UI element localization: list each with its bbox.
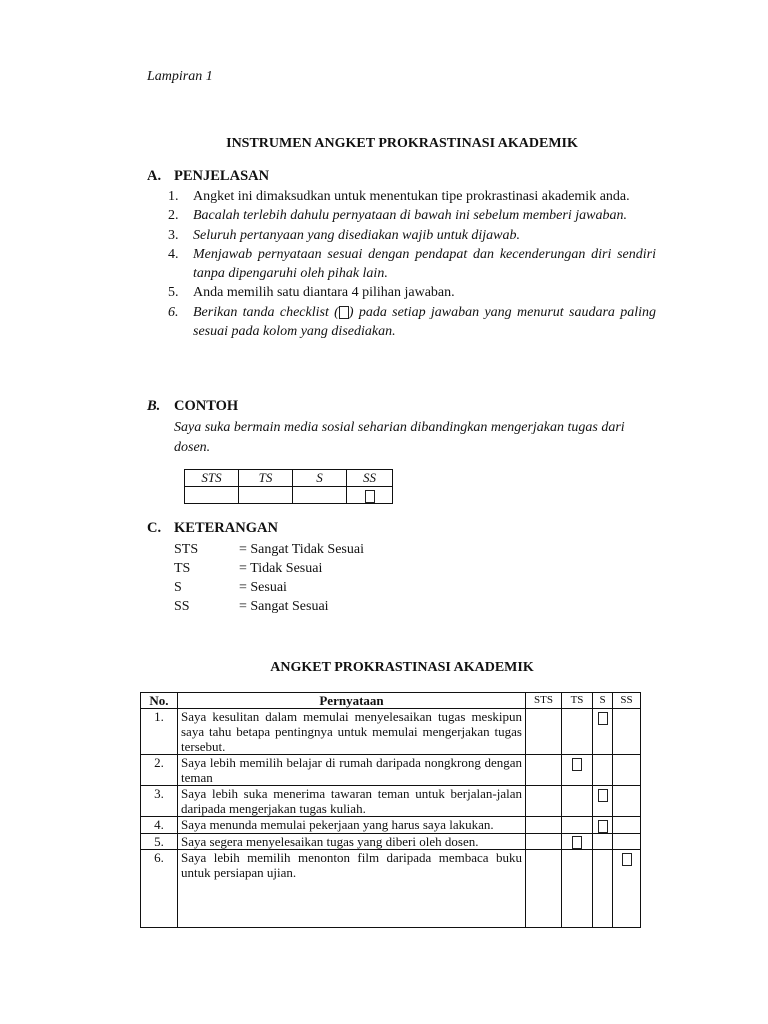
cell-ss <box>613 755 641 786</box>
cell-sts <box>526 755 562 786</box>
keterangan-list <box>174 540 364 616</box>
angket-title: ANGKET PROKRASTINASI AKADEMIK <box>270 660 534 675</box>
keterangan-key: S <box>174 580 182 595</box>
table-row <box>141 786 641 817</box>
contoh-table <box>184 469 393 504</box>
checkbox-glyph-icon <box>598 789 608 802</box>
cell-ss <box>613 833 641 850</box>
row-statement: Saya kesulitan dalam memulai menyelesaikan tugas meskipun saya tahu betapa pentingnya untuk memulai mengerjakan tugas tersebut. <box>178 709 526 755</box>
row-number: 6. <box>141 850 178 928</box>
contoh-text: Saya suka bermain media sosial seharian dibandingkan mengerjakan tugas dari dosen. <box>174 420 625 455</box>
checkbox-glyph-icon <box>622 853 632 866</box>
penjelasan-list <box>168 187 656 341</box>
contoh-header-sts: STS <box>185 470 239 487</box>
list-item-text: Bacalah terlebih dahulu pernyataan di bawah ini sebelum memberi jawaban. <box>193 208 627 224</box>
table-row <box>141 709 641 755</box>
keterangan-row <box>174 540 364 559</box>
angket-table <box>140 692 641 928</box>
list-item-text: Seluruh pertanyaan yang disediakan wajib untuk dijawab. <box>193 227 521 243</box>
section-c-title: KETERANGAN <box>174 520 278 536</box>
list-item-text-before: Berikan tanda checklist ( <box>193 304 339 320</box>
angket-header-row <box>141 693 641 709</box>
cell-s <box>593 817 613 834</box>
section-a-letter: A. <box>147 168 162 184</box>
checkbox-glyph-icon <box>572 758 582 771</box>
list-item <box>168 283 656 302</box>
list-item-number: 1. <box>168 189 179 204</box>
list-item-text-after: ) pada setiap jawaban yang menurut saudara paling sesuai pada kolom yang disediakan. <box>193 304 656 340</box>
list-item-text: Angket ini dimaksudkan untuk menentukan tipe prokrastinasi akademik anda. <box>193 189 630 204</box>
cell-sts <box>526 709 562 755</box>
cell-sts <box>526 850 562 928</box>
cell-ss <box>613 786 641 817</box>
contoh-answer-s <box>293 487 347 504</box>
keterangan-value: = Tidak Sesuai <box>239 561 323 576</box>
contoh-answer-sts <box>185 487 239 504</box>
table-row <box>141 817 641 834</box>
keterangan-key: TS <box>174 561 191 576</box>
checkbox-glyph-icon <box>365 490 375 503</box>
section-c-letter: C. <box>147 520 162 536</box>
cell-sts <box>526 786 562 817</box>
header-statement: Pernyataan <box>178 693 526 709</box>
cell-ss <box>613 850 641 928</box>
cell-s <box>593 786 613 817</box>
cell-ts <box>562 850 593 928</box>
row-number: 2. <box>141 755 178 786</box>
list-item-number: 2. <box>168 208 179 224</box>
row-number: 4. <box>141 817 178 834</box>
list-item <box>168 226 656 245</box>
contoh-header-row <box>185 470 393 487</box>
checkbox-glyph-icon <box>339 306 349 319</box>
list-item <box>168 187 656 206</box>
cell-s <box>593 709 613 755</box>
cell-ss <box>613 817 641 834</box>
table-row <box>141 755 641 786</box>
header-no: No. <box>141 693 178 709</box>
lampiran-label: Lampiran 1 <box>147 69 213 84</box>
keterangan-key: STS <box>174 542 199 557</box>
table-row <box>141 850 641 928</box>
contoh-header-s: S <box>293 470 347 487</box>
cell-ss <box>613 709 641 755</box>
keterangan-row <box>174 578 364 597</box>
contoh-header-ss: SS <box>347 470 393 487</box>
cell-sts <box>526 817 562 834</box>
row-statement: Saya lebih memilih menonton film daripada membaca buku untuk persiapan ujian. <box>178 850 526 928</box>
contoh-answer-row <box>185 487 393 504</box>
checkbox-glyph-icon <box>572 836 582 849</box>
keterangan-key: SS <box>174 599 190 614</box>
contoh-header-ts: TS <box>239 470 293 487</box>
header-s: S <box>593 693 613 709</box>
list-item-number: 3. <box>168 227 179 243</box>
cell-sts <box>526 833 562 850</box>
list-item <box>168 245 656 284</box>
cell-ts <box>562 755 593 786</box>
header-sts: STS <box>526 693 562 709</box>
checkbox-glyph-icon <box>598 820 608 833</box>
cell-s <box>593 833 613 850</box>
list-item-text: Anda memilih satu diantara 4 pilihan jawaban. <box>193 285 455 301</box>
cell-ts <box>562 817 593 834</box>
row-number: 1. <box>141 709 178 755</box>
row-statement: Saya lebih suka menerima tawaran teman untuk berjalan-jalan daripada mengerjakan tugas kuliah. <box>178 786 526 817</box>
section-b-title: CONTOH <box>174 398 239 414</box>
document-title: INSTRUMEN ANGKET PROKRASTINASI AKADEMIK <box>226 136 578 151</box>
header-ss: SS <box>613 693 641 709</box>
cell-ts <box>562 709 593 755</box>
contoh-answer-ts <box>239 487 293 504</box>
cell-s <box>593 850 613 928</box>
cell-ts <box>562 786 593 817</box>
cell-s <box>593 755 613 786</box>
keterangan-row <box>174 559 364 578</box>
row-statement: Saya menunda memulai pekerjaan yang harus saya lakukan. <box>178 817 526 834</box>
keterangan-value: = Sesuai <box>239 580 287 595</box>
list-item <box>168 303 656 342</box>
list-item-number: 5. <box>168 285 179 301</box>
checkbox-glyph-icon <box>598 712 608 725</box>
row-number: 3. <box>141 786 178 817</box>
keterangan-value: = Sangat Sesuai <box>239 599 329 614</box>
list-item-number: 4. <box>168 246 179 262</box>
row-number: 5. <box>141 833 178 850</box>
keterangan-row <box>174 597 364 616</box>
contoh-answer-ss <box>347 487 393 504</box>
table-row <box>141 833 641 850</box>
list-item-text: Menjawab pernyataan sesuai dengan pendapat dan kecenderungan diri sendiri tanpa dipengaruhi oleh pihak lain. <box>193 246 656 282</box>
row-statement: Saya lebih memilih belajar di rumah daripada nongkrong dengan teman <box>178 755 526 786</box>
list-item-number: 6. <box>168 304 179 320</box>
list-item-text <box>193 303 656 342</box>
row-statement: Saya segera menyelesaikan tugas yang diberi oleh dosen. <box>178 833 526 850</box>
cell-ts <box>562 833 593 850</box>
section-b-letter: B. <box>147 398 161 414</box>
keterangan-value: = Sangat Tidak Sesuai <box>239 542 364 557</box>
header-ts: TS <box>562 693 593 709</box>
list-item <box>168 206 656 225</box>
section-a-title: PENJELASAN <box>174 168 270 184</box>
